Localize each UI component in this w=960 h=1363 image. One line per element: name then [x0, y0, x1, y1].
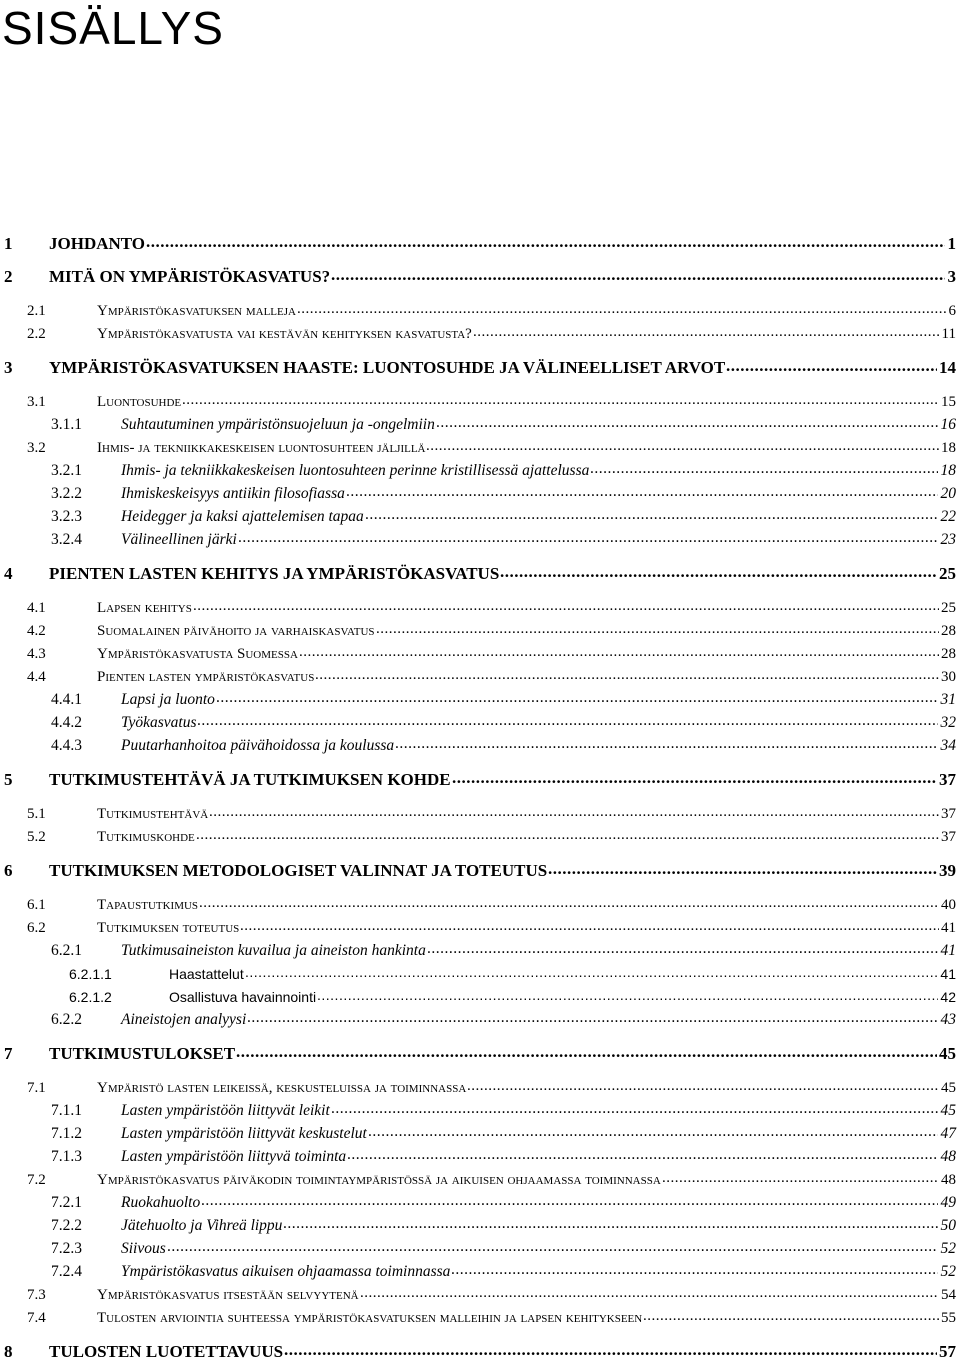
- toc-entry-page: 16: [940, 416, 956, 433]
- toc-leader-dots: [297, 300, 946, 322]
- toc-entry-title: YMPÄRISTÖKASVATUKSEN HAASTE: LUONTOSUHDE JA VÄLINEELLISET ARVOT: [49, 358, 726, 377]
- toc-entry-number: 7.2: [27, 1172, 46, 1188]
- toc-leader-dots: [346, 483, 938, 505]
- toc-leader-dots: [247, 1009, 938, 1031]
- toc-leader-dots: [315, 666, 939, 688]
- toc-entry-number: 4.4.3: [51, 737, 82, 754]
- toc-entry-number: 6.2: [27, 920, 46, 936]
- toc-entry[interactable]: [0, 1043, 956, 1065]
- toc-leader-dots: [426, 437, 939, 459]
- toc-entry-page: 28: [941, 646, 956, 662]
- toc-entry-number: 4.3: [27, 646, 46, 662]
- toc-entry-number: 4.2: [27, 623, 46, 639]
- toc-entry-number: 3.2.2: [51, 485, 82, 502]
- toc-entry-number: 4: [4, 564, 13, 583]
- toc-entry-title: Ympäristökasvatus aikuisen ohjaamassa toiminnassa: [121, 1263, 451, 1280]
- toc-entry-page: 50: [940, 1217, 956, 1234]
- toc-leader-dots: [467, 1077, 939, 1099]
- toc-entry[interactable]: [0, 323, 956, 345]
- toc-entry[interactable]: [0, 735, 956, 757]
- toc-entry-page: 40: [941, 897, 956, 913]
- toc-entry-page: 1: [947, 234, 956, 253]
- toc-leader-dots: [199, 894, 939, 916]
- toc-leader-dots: [360, 1284, 939, 1306]
- toc-entry-number: 3.2.4: [51, 531, 82, 548]
- toc-entry-title: Lasten ympäristöön liittyvä toiminta: [121, 1148, 347, 1165]
- toc-entry[interactable]: [0, 917, 956, 939]
- toc-entry-page: 49: [940, 1194, 956, 1211]
- toc-entry-page: 37: [939, 770, 956, 789]
- toc-entry[interactable]: [0, 1261, 956, 1283]
- toc-entry-number: 6: [4, 861, 13, 880]
- toc-entry-page: 22: [940, 508, 956, 525]
- page-title: SISÄLLYS: [2, 2, 224, 54]
- toc-entry-page: 45: [941, 1080, 956, 1096]
- toc-entry-title: Työkasvatus: [121, 714, 197, 731]
- toc-entry-page: 42: [940, 989, 956, 1005]
- toc-leader-dots: [376, 620, 939, 642]
- toc-entry-number: 2.2: [27, 326, 46, 342]
- toc-entry-number: 7.1.1: [51, 1102, 82, 1119]
- toc-entry[interactable]: [0, 1123, 956, 1145]
- toc-entry-page: 18: [941, 440, 956, 456]
- toc-entry-number: 7.2.1: [51, 1194, 82, 1211]
- toc-entry-title: Ympäristökasvatus itsestään selvyytenä: [97, 1287, 359, 1303]
- toc-entry-number: 5.2: [27, 829, 46, 845]
- toc-leader-dots: [209, 803, 939, 825]
- toc-leader-dots: [317, 986, 938, 1008]
- toc-entry-page: 41: [940, 966, 956, 982]
- toc-entry[interactable]: [0, 391, 956, 413]
- toc-leader-dots: [146, 233, 945, 255]
- toc-entry-number: 7.1.3: [51, 1148, 82, 1165]
- toc-entry-number: 7.3: [27, 1287, 46, 1303]
- toc-entry-title: Siivous: [121, 1240, 166, 1257]
- toc-leader-dots: [643, 1307, 939, 1329]
- toc-entry-page: 23: [940, 531, 956, 548]
- toc-entry-number: 3.1.1: [51, 416, 82, 433]
- toc-entry[interactable]: [0, 506, 956, 528]
- toc-entry-number: 3.1: [27, 394, 46, 410]
- toc-entry[interactable]: [0, 1215, 956, 1237]
- toc-entry-title: Pienten lasten ympäristökasvatus: [97, 669, 315, 685]
- toc-entry-page: 48: [940, 1148, 956, 1165]
- toc-entry-title: Luontosuhde: [97, 394, 182, 410]
- toc-entry[interactable]: [0, 414, 956, 436]
- toc-entry[interactable]: [0, 860, 956, 882]
- toc-entry[interactable]: [0, 963, 956, 985]
- toc-leader-dots: [331, 266, 945, 288]
- toc-entry-page: 25: [941, 600, 956, 616]
- toc-entry-title: Ihmis- ja tekniikkakeskeisen luontosuhteen jäljillä: [97, 440, 426, 456]
- toc-entry-title: TUTKIMUKSEN METODOLOGISET VALINNAT JA TOTEUTUS: [49, 861, 548, 880]
- toc-entry-title: Tutkimusaineiston kuvailua ja aineiston hankinta: [121, 942, 426, 959]
- toc-entry-number: 7.2.2: [51, 1217, 82, 1234]
- toc-entry-page: 41: [941, 920, 956, 936]
- toc-entry-number: 3.2.1: [51, 462, 82, 479]
- toc-leader-dots: [365, 506, 938, 528]
- toc-entry-page: 28: [941, 623, 956, 639]
- toc-entry[interactable]: [0, 986, 956, 1008]
- toc-entry-title: Ympäristökasvatus päiväkodin toimintaympäristössä ja aikuisen ohjaamassa toiminnassa: [97, 1172, 661, 1188]
- toc-entry-page: 45: [939, 1044, 956, 1063]
- toc-leader-dots: [500, 563, 937, 585]
- toc-entry[interactable]: [0, 689, 956, 711]
- toc-entry-page: 45: [940, 1102, 956, 1119]
- toc-entry-number: 6.2.1.1: [69, 966, 112, 982]
- toc-leader-dots: [167, 1238, 938, 1260]
- toc-entry-title: Tapaustutkimus: [97, 897, 199, 913]
- toc-entry-title: Lapsen kehitys: [97, 600, 192, 616]
- toc-entry[interactable]: [0, 1169, 956, 1191]
- toc-entry[interactable]: [0, 1238, 956, 1260]
- toc-entry[interactable]: [0, 1009, 956, 1031]
- toc-entry-title: Ympäristökasvatusta Suomessa: [97, 646, 298, 662]
- toc-entry[interactable]: [0, 437, 956, 459]
- toc-leader-dots: [726, 357, 937, 379]
- toc-leader-dots: [216, 689, 938, 711]
- toc-entry[interactable]: [0, 826, 956, 848]
- toc-entry-title: Aineistojen analyysi: [121, 1011, 247, 1028]
- toc-entry-title: Lapsi ja luonto: [121, 691, 215, 708]
- toc-entry[interactable]: [0, 233, 956, 255]
- toc-entry-title: Haastattelut: [169, 966, 244, 982]
- toc-entry-number: 8: [4, 1342, 13, 1361]
- toc-entry-page: 20: [940, 485, 956, 502]
- toc-entry-title: Ympäristökasvatusta vai kestävän kehityksen kasvatusta?: [97, 326, 472, 342]
- toc-leader-dots: [452, 769, 937, 791]
- toc-leader-dots: [473, 323, 940, 345]
- toc-leader-dots: [201, 1192, 938, 1214]
- toc-entry-number: 4.1: [27, 600, 46, 616]
- toc-entry-number: 5.1: [27, 806, 46, 822]
- toc-entry[interactable]: [0, 712, 956, 734]
- toc-entry-number: 6.2.1: [51, 942, 82, 959]
- toc-entry[interactable]: [0, 1077, 956, 1099]
- toc-entry-number: 4.4.2: [51, 714, 82, 731]
- toc-entry-page: 37: [941, 806, 956, 822]
- toc-leader-dots: [197, 712, 938, 734]
- toc-leader-dots: [299, 643, 939, 665]
- toc-entry-number: 4.4: [27, 669, 46, 685]
- toc-entry-title: JOHDANTO: [49, 234, 146, 253]
- toc-entry-page: 32: [940, 714, 956, 731]
- toc-entry-page: 3: [947, 267, 956, 286]
- toc-entry-title: Lasten ympäristöön liittyvät leikit: [121, 1102, 330, 1119]
- toc-leader-dots: [236, 1043, 937, 1065]
- toc-entry-page: 57: [939, 1342, 956, 1361]
- toc-entry-page: 52: [940, 1240, 956, 1257]
- toc-entry-number: 7.2.4: [51, 1263, 82, 1280]
- toc-entry-number: 6.1: [27, 897, 46, 913]
- toc-entry-number: 5: [4, 770, 13, 789]
- toc-leader-dots: [368, 1123, 938, 1145]
- toc-entry-number: 2: [4, 267, 13, 286]
- toc-entry[interactable]: [0, 357, 956, 379]
- toc-entry-title: Lasten ympäristöön liittyvät keskustelut: [121, 1125, 367, 1142]
- toc-entry[interactable]: [0, 803, 956, 825]
- toc-entry-number: 7: [4, 1044, 13, 1063]
- toc-entry-page: 54: [941, 1287, 956, 1303]
- toc-entry-title: Ihmis- ja tekniikkakeskeisen luontosuhteen perinne kristillisessä ajattelussa: [121, 462, 590, 479]
- toc-entry-title: Ruokahuolto: [121, 1194, 201, 1211]
- toc-entry-page: 47: [940, 1125, 956, 1142]
- toc-entry-page: 25: [939, 564, 956, 583]
- toc-entry-title: Suhtautuminen ympäristönsuojeluun ja -ongelmiin: [121, 416, 435, 433]
- toc-entry-title: Tulosten arviointia suhteessa ympäristökasvatuksen malleihin ja lapsen kehitykseen: [97, 1310, 643, 1326]
- toc-leader-dots: [193, 597, 939, 619]
- toc-entry-page: 41: [940, 942, 956, 959]
- toc-leader-dots: [395, 735, 938, 757]
- toc-entry-page: 55: [941, 1310, 956, 1326]
- toc-entry-page: 30: [941, 669, 956, 685]
- toc-leader-dots: [196, 826, 939, 848]
- toc-leader-dots: [548, 860, 937, 882]
- toc-entry[interactable]: [0, 1307, 956, 1329]
- toc-entry-title: PIENTEN LASTEN KEHITYS JA YMPÄRISTÖKASVATUS: [49, 564, 500, 583]
- toc-entry-title: TUTKIMUSTEHTÄVÄ JA TUTKIMUKSEN KOHDE: [49, 770, 451, 789]
- toc-entry-title: Heidegger ja kaksi ajattelemisen tapaa: [121, 508, 364, 525]
- toc-leader-dots: [238, 529, 938, 551]
- toc-entry-title: MITÄ ON YMPÄRISTÖKASVATUS?: [49, 267, 331, 286]
- toc-entry[interactable]: [0, 1192, 956, 1214]
- toc-leader-dots: [662, 1169, 939, 1191]
- toc-entry[interactable]: [0, 483, 956, 505]
- toc-entry-page: 31: [940, 691, 956, 708]
- toc-leader-dots: [331, 1100, 938, 1122]
- toc-entry-title: Ympäristö lasten leikeissä, keskusteluissa ja toiminnassa: [97, 1080, 467, 1096]
- toc-entry-number: 7.2.3: [51, 1240, 82, 1257]
- toc-entry-title: Tutkimustehtävä: [97, 806, 209, 822]
- toc-entry-title: Ihmiskeskeisyys antiikin filosofiassa: [121, 485, 345, 502]
- toc-entry-number: 7.1.2: [51, 1125, 82, 1142]
- toc-entry-page: 14: [939, 358, 956, 377]
- toc-entry-number: 3.2.3: [51, 508, 82, 525]
- toc-entry[interactable]: [0, 643, 956, 665]
- toc-entry-title: Tutkimuksen toteutus: [97, 920, 240, 936]
- toc-entry[interactable]: [0, 266, 956, 288]
- toc-entry[interactable]: [0, 563, 956, 585]
- toc-entry-page: 11: [941, 326, 956, 342]
- toc-leader-dots: [427, 940, 938, 962]
- toc-entry-number: 6.2.1.2: [69, 989, 112, 1005]
- toc-entry-number: 6.2.2: [51, 1011, 82, 1028]
- toc-entry-number: 1: [4, 234, 13, 253]
- toc-entry-page: 39: [939, 861, 956, 880]
- toc-entry-number: 4.4.1: [51, 691, 82, 708]
- toc-entry[interactable]: [0, 894, 956, 916]
- toc-entry[interactable]: [0, 620, 956, 642]
- toc-entry-title: Suomalainen päivähoito ja varhaiskasvatus: [97, 623, 375, 639]
- toc-entry[interactable]: [0, 1146, 956, 1168]
- toc-entry[interactable]: [0, 666, 956, 688]
- toc-entry-title: Välineellinen järki: [121, 531, 237, 548]
- toc-entry[interactable]: [0, 1284, 956, 1306]
- toc-entry-page: 34: [940, 737, 956, 754]
- toc-leader-dots: [245, 963, 938, 985]
- toc-leader-dots: [240, 917, 939, 939]
- toc-entry-title: Tutkimuskohde: [97, 829, 195, 845]
- toc-entry[interactable]: [0, 300, 956, 322]
- toc-leader-dots: [451, 1261, 938, 1283]
- toc-entry[interactable]: [0, 460, 956, 482]
- toc-entry-page: 52: [940, 1263, 956, 1280]
- toc-leader-dots: [590, 460, 938, 482]
- toc-entry-number: 3.2: [27, 440, 46, 456]
- toc-entry-page: 37: [941, 829, 956, 845]
- toc-leader-dots: [283, 1215, 938, 1237]
- toc-entry-title: Puutarhanhoitoa päivähoidossa ja koulussa: [121, 737, 395, 754]
- toc-entry-number: 2.1: [27, 303, 46, 319]
- toc-leader-dots: [182, 391, 939, 413]
- toc-entry-title: Ympäristökasvatuksen malleja: [97, 303, 296, 319]
- toc-entry-title: TULOSTEN LUOTETTAVUUS: [49, 1342, 284, 1361]
- toc-entry[interactable]: [0, 940, 956, 962]
- toc-entry-page: 18: [940, 462, 956, 479]
- toc-entry[interactable]: [0, 597, 956, 619]
- toc-leader-dots: [436, 414, 938, 436]
- toc-entry-page: 15: [941, 394, 956, 410]
- toc-entry[interactable]: [0, 1100, 956, 1122]
- toc-entry-title: Osallistuva havainnointi: [169, 989, 317, 1005]
- toc-entry-page: 6: [948, 303, 956, 319]
- toc-leader-dots: [347, 1146, 938, 1168]
- toc-entry-page: 43: [940, 1011, 956, 1028]
- toc-entry-number: 3: [4, 358, 13, 377]
- toc-entry[interactable]: [0, 529, 956, 551]
- toc-entry-number: 7.4: [27, 1310, 46, 1326]
- toc-entry[interactable]: [0, 769, 956, 791]
- toc-entry-title: Jätehuolto ja Vihreä lippu: [121, 1217, 283, 1234]
- toc-entry-page: 48: [941, 1172, 956, 1188]
- toc-entry-number: 7.1: [27, 1080, 46, 1096]
- toc-entry-title: TUTKIMUSTULOKSET: [49, 1044, 236, 1063]
